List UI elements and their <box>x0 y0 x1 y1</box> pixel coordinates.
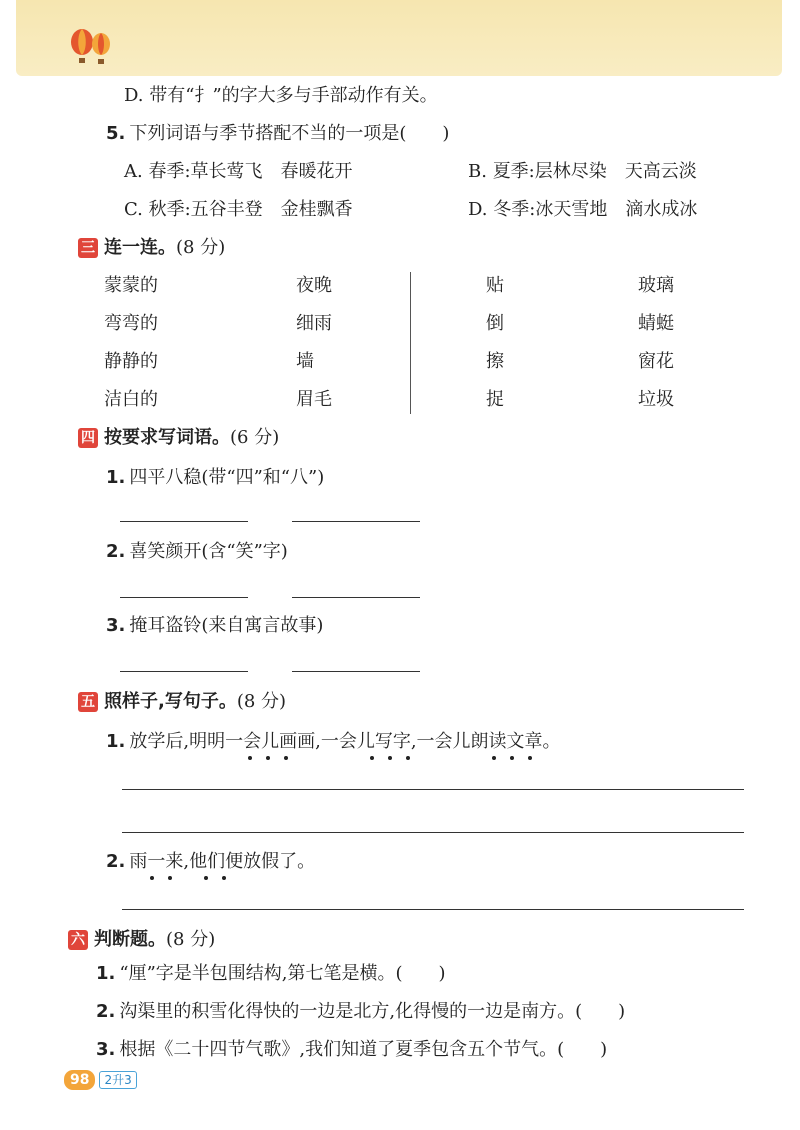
grade-tag: 2升3 <box>99 1071 136 1089</box>
match-left-a-3[interactable]: 静静的 <box>104 351 158 372</box>
emphasis-dot <box>284 756 288 760</box>
section-badge: 三 <box>78 238 98 258</box>
s6-item-3: 3. 根据《二十四节气歌》,我们知道了夏季包含五个节气。( ) <box>96 1039 608 1060</box>
writing-line[interactable] <box>122 909 744 910</box>
match-left-b-4[interactable]: 眉毛 <box>296 389 332 410</box>
q5-stem: 5. 下列词语与季节搭配不当的一项是( ) <box>106 123 450 144</box>
writing-line[interactable] <box>122 789 744 790</box>
writing-line[interactable] <box>122 832 744 833</box>
match-left-a-4[interactable]: 洁白的 <box>104 389 158 410</box>
match-left-b-3[interactable]: 墙 <box>296 351 314 372</box>
emphasis-dot <box>204 876 208 880</box>
match-right-a-3[interactable]: 擦 <box>486 351 504 372</box>
q5-option-c: C. 秋季:五谷丰登 金桂飘香 <box>124 199 353 220</box>
match-left-b-2[interactable]: 细雨 <box>296 313 332 334</box>
emphasis-dot <box>388 756 392 760</box>
s4-item-1: 1. 四平八稳(带“四”和“八”) <box>106 467 325 488</box>
page-number: 98 <box>64 1070 95 1090</box>
match-right-b-1[interactable]: 玻璃 <box>638 275 674 296</box>
s4-item-2: 2. 喜笑颜开(含“笑”字) <box>106 541 288 562</box>
match-right-a-2[interactable]: 倒 <box>486 313 504 334</box>
match-left-a-1[interactable]: 蒙蒙的 <box>104 275 158 296</box>
answer-blank[interactable] <box>292 521 420 522</box>
section-3-heading: 三 连一连。 (8 分) <box>78 236 225 260</box>
section-badge: 四 <box>78 428 98 448</box>
match-right-a-1[interactable]: 贴 <box>486 275 504 296</box>
q5-option-a: A. 春季:草长莺飞 春暖花开 <box>124 161 353 182</box>
section-4-heading: 四 按要求写词语。 (6 分) <box>78 426 279 450</box>
section-5-heading: 五 照样子,写句子。 (8 分) <box>78 690 286 714</box>
answer-blank[interactable] <box>292 671 420 672</box>
q4-option-d: D. 带有“扌”的字大多与手部动作有关。 <box>124 85 438 106</box>
page-footer <box>64 1070 137 1090</box>
answer-blank[interactable] <box>120 521 248 522</box>
emphasis-dot <box>266 756 270 760</box>
emphasis-dot <box>222 876 226 880</box>
match-left-b-1[interactable]: 夜晚 <box>296 275 332 296</box>
match-right-b-4[interactable]: 垃圾 <box>638 389 674 410</box>
s5-item-2: 2. 雨一来,他们便放假了。 <box>106 851 316 872</box>
section-6-heading: 六 判断题。 (8 分) <box>68 928 215 952</box>
match-left-a-2[interactable]: 弯弯的 <box>104 313 158 334</box>
q5-option-b: B. 夏季:层林尽染 天高云淡 <box>468 161 697 182</box>
hot-air-balloon-icon <box>68 28 114 68</box>
match-right-b-2[interactable]: 蜻蜓 <box>638 313 674 334</box>
section-badge: 五 <box>78 692 98 712</box>
answer-blank[interactable] <box>120 597 248 598</box>
emphasis-dot <box>492 756 496 760</box>
section-badge: 六 <box>68 930 88 950</box>
answer-blank[interactable] <box>120 671 248 672</box>
s6-item-2: 2. 沟渠里的积雪化得快的一边是北方,化得慢的一边是南方。( ) <box>96 1001 626 1022</box>
match-divider <box>410 272 411 414</box>
q5-option-d: D. 冬季:冰天雪地 滴水成冰 <box>468 199 698 220</box>
match-right-b-3[interactable]: 窗花 <box>638 351 674 372</box>
emphasis-dot <box>248 756 252 760</box>
emphasis-dot <box>370 756 374 760</box>
s4-item-3: 3. 掩耳盗铃(来自寓言故事) <box>106 615 324 636</box>
emphasis-dot <box>168 876 172 880</box>
emphasis-dot <box>528 756 532 760</box>
header-band <box>16 0 782 76</box>
s5-item-1: 1. 放学后,明明一会儿画画,一会儿写字,一会儿朗读文章。 <box>106 731 561 752</box>
emphasis-dot <box>150 876 154 880</box>
emphasis-dot <box>406 756 410 760</box>
answer-blank[interactable] <box>292 597 420 598</box>
match-right-a-4[interactable]: 捉 <box>486 389 504 410</box>
s6-item-1: 1. “厘”字是半包围结构,第七笔是横。( ) <box>96 963 446 984</box>
emphasis-dot <box>510 756 514 760</box>
